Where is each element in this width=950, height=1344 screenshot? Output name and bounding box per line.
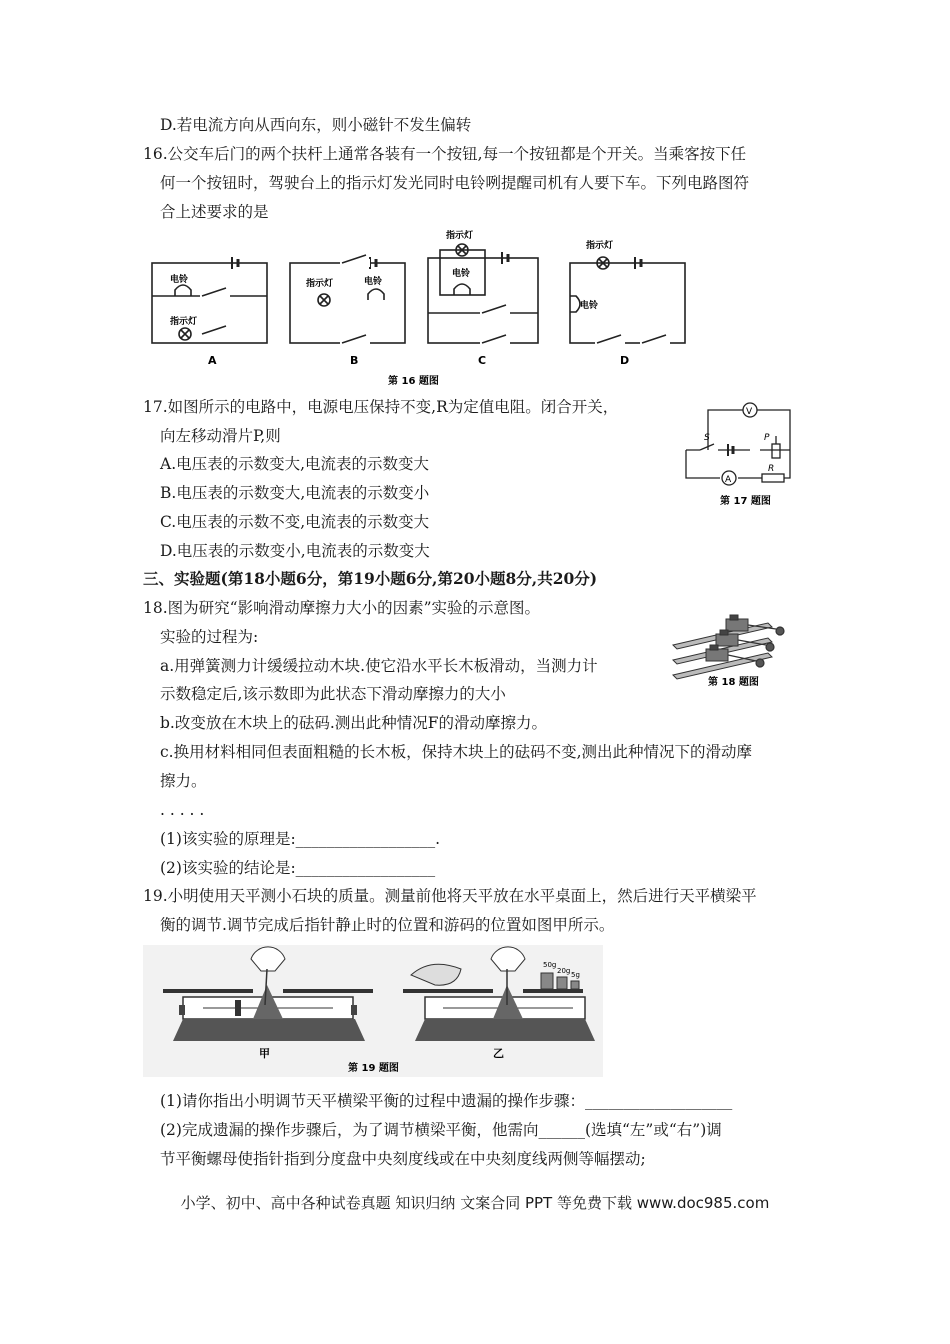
- weight-50g-icon: [541, 973, 553, 989]
- q18-line-6: c.换用材料相同但表面粗糙的长木板，保持木块上的砝码不变,测出此种情况下的滑动摩: [160, 743, 753, 761]
- balance-jia-label: 甲: [259, 1047, 270, 1060]
- q18-line-7: 擦力。: [160, 772, 207, 790]
- bell-icon: [454, 284, 470, 295]
- section-3-heading: 三、实验题(第18小题6分，第19小题6分,第20小题8分,共20分): [143, 569, 598, 588]
- circuit-d-label: D: [620, 354, 630, 367]
- q17-line-1: 17.如图所示的电路中，电源电压保持不变,R为定值电阻。闭合开关，: [143, 398, 619, 416]
- q19-sub-3: 节平衡螺母使指针指到分度盘中央刻度线或在中央刻度线两侧等幅摆动;: [160, 1150, 646, 1168]
- circuit-b-lamp-label: 指示灯: [306, 279, 334, 289]
- bell-icon: [368, 289, 384, 300]
- q18-line-1: 18.图为研究“影响滑动摩擦力大小的因素”实验的示意图。: [143, 599, 541, 617]
- circuit-c-bell-label: 电铃: [452, 269, 471, 279]
- circuit-c: [428, 244, 538, 343]
- weight-5g-label: 5g: [571, 971, 580, 979]
- weight-20g-label: 20g: [557, 967, 571, 975]
- resistor-label: R: [768, 464, 775, 474]
- q19-balance-figure: [143, 945, 603, 1077]
- page-footer: 小学、初中、高中各种试卷真题 知识归纳 文案合同 PPT 等免费下载 www.doc985.com: [180, 1194, 770, 1212]
- switch-label: S: [704, 433, 710, 443]
- q17-option-a: A.电压表的示数变大,电流表的示数变大: [160, 455, 430, 473]
- q16-caption: 第 16 题图: [388, 376, 439, 387]
- circuit-d-lamp-label: 指示灯: [586, 241, 614, 251]
- circuit-b: [290, 257, 405, 343]
- circuit-a-lamp-label: 指示灯: [170, 317, 198, 327]
- ammeter-label: A: [725, 475, 732, 485]
- q19-sub-2: (2)完成遗漏的操作步骤后，为了调节横梁平衡，他需向______(选填“左”或“右”)调: [160, 1121, 722, 1139]
- q18-line-2: 实验的过程为:: [160, 628, 259, 646]
- circuit-d-bell-label: 电铃: [580, 301, 599, 311]
- circuit-a-bell-label: 电铃: [170, 275, 189, 285]
- circuit-c-label: C: [478, 354, 487, 367]
- weight-20g-icon: [557, 977, 567, 989]
- q18-caption: 第 18 题图: [708, 677, 759, 688]
- weight-50g-label: 50g: [543, 961, 557, 969]
- q16-circuit-figure: [140, 228, 710, 388]
- slider-label: P: [764, 433, 770, 443]
- q17-circuit-figure: [680, 400, 810, 510]
- q19-caption: 第 19 题图: [348, 1063, 399, 1074]
- q18-line-8: . . . . .: [160, 801, 205, 819]
- q18-line-10: (2)该实验的结论是:__________________: [160, 859, 436, 877]
- voltmeter-label: V: [746, 407, 753, 417]
- circuit-b-label: B: [350, 354, 359, 367]
- q19-sub-1: (1)请你指出小明调节天平横梁平衡的过程中遗漏的操作步骤：___________________: [160, 1092, 733, 1110]
- q18-line-3: a.用弹簧测力计缓缓拉动木块.使它沿水平长木板滑动，当测力计: [160, 657, 598, 675]
- q17-option-d: D.电压表的示数变小,电流表的示数变大: [160, 542, 430, 560]
- circuit-d: [570, 257, 685, 343]
- bell-icon: [570, 296, 580, 312]
- q19-line-1: 19.小明使用天平测小石块的质量。测量前他将天平放在水平桌面上，然后进行天平横梁平: [143, 887, 757, 905]
- circuit-c-lamp-label: 指示灯: [446, 231, 474, 241]
- weight-5g-icon: [571, 981, 579, 989]
- q17-option-b: B.电压表的示数变大,电流表的示数变小: [160, 484, 430, 502]
- q17-option-c: C.电压表的示数不变,电流表的示数变大: [160, 513, 430, 531]
- q19-line-2: 衡的调节.调节完成后指针静止时的位置和游码的位置如图甲所示。: [160, 916, 615, 934]
- q16-line-3: 合上述要求的是: [160, 203, 269, 221]
- balance-yi-label: 乙: [493, 1047, 504, 1060]
- q16-line-1: 16.公交车后门的两个扶杆上通常各装有一个按钮,每一个按钮都是个开关。当乘客按下任: [143, 145, 747, 163]
- bell-icon: [175, 285, 191, 296]
- circuit-a-label: A: [208, 354, 217, 367]
- q18-line-9: (1)该实验的原理是:__________________.: [160, 830, 441, 848]
- q18-line-4: 示数稳定后,该示数即为此状态下滑动摩擦力的大小: [160, 685, 506, 703]
- q17-caption: 第 17 题图: [720, 496, 771, 507]
- q16-line-2: 何一个按钮时，驾驶台上的指示灯发光同时电铃咧提醒司机有人要下车。下列电路图符: [160, 174, 750, 192]
- q17-line-2: 向左移动滑片P,则: [160, 427, 281, 445]
- q18-friction-figure: [668, 605, 793, 690]
- q15-option-d: D.若电流方向从西向东，则小磁针不发生偏转: [160, 116, 472, 134]
- q18-line-5: b.改变放在木块上的砝码.测出此种情况F的滑动摩擦力。: [160, 714, 548, 732]
- circuit-b-bell-label: 电铃: [364, 277, 383, 287]
